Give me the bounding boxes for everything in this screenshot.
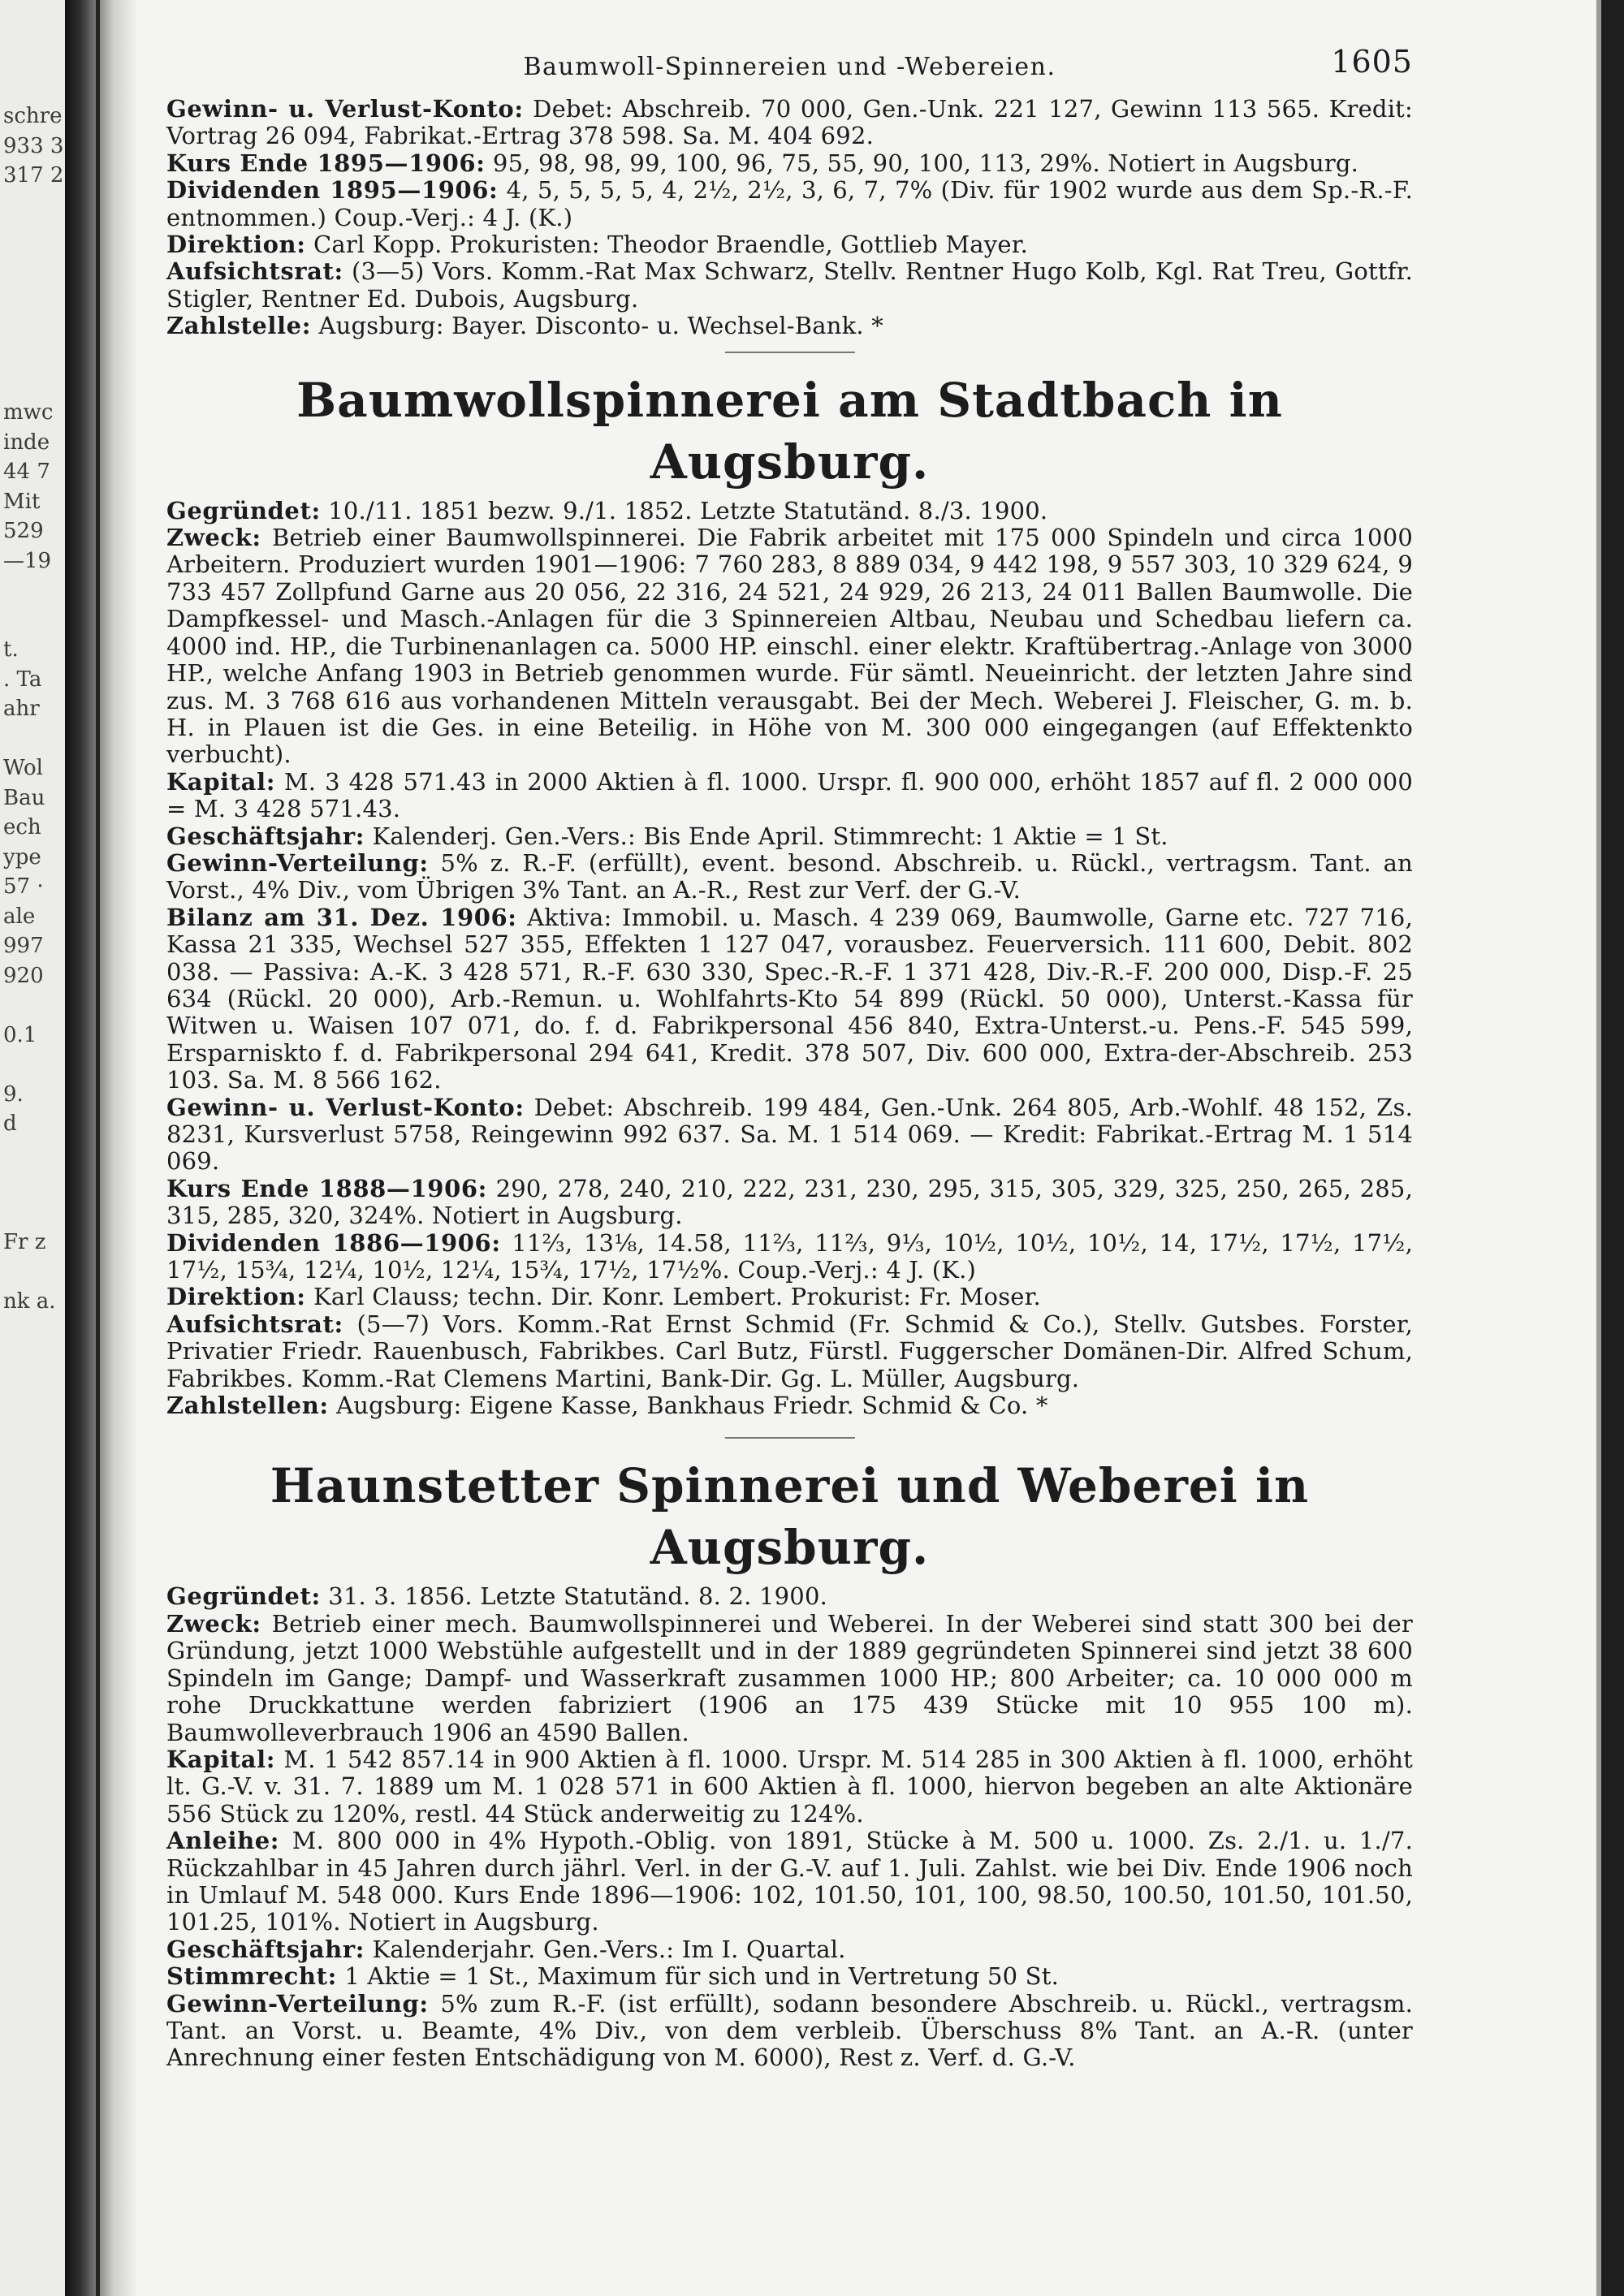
entry-label: Kapital: <box>166 1745 275 1773</box>
entry-label: Gewinn-Verteilung: <box>166 848 429 877</box>
entry-paragraph <box>166 498 1413 524</box>
entry-text: (3—5) Vors. Komm.-Rat Max Schwarz, Stellv. Rentner Hugo Kolb, Kgl. Rat Treu, Gottfr. Stigler, Rentner Ed. Dubois, Augsburg. <box>166 257 1413 313</box>
adjacent-page-fragment: Bau <box>3 785 45 810</box>
entry-label: Geschäftsjahr: <box>166 822 365 850</box>
entry-label: Dividenden 1895—1906: <box>166 176 499 205</box>
entry-paragraph <box>166 1611 1413 1746</box>
page-content <box>166 44 1414 2072</box>
entry-paragraph <box>166 1392 1413 1419</box>
entry-text: M. 3 428 571.43 in 2000 Aktien à fl. 1000. Urspr. fl. 900 000, erhöht 1857 auf fl. 2 000 000 = M. 3 428 571.43. <box>166 767 1413 823</box>
entry-paragraph <box>166 1583 1413 1610</box>
book-gutter <box>65 0 138 2296</box>
entry-label: Geschäftsjahr: <box>166 1935 365 1963</box>
adjacent-page-fragment: 44 7 <box>3 460 50 484</box>
adjacent-page-fragment: ype <box>3 844 41 870</box>
running-head-title: Baumwoll-Spinnereien und -Webereien. <box>523 53 1056 81</box>
running-head <box>166 44 1413 96</box>
entry-text: 31. 3. 1856. Letzte Statutänd. 8. 2. 1900. <box>328 1582 828 1611</box>
adjacent-page-fragment: ale <box>3 904 36 929</box>
entry-paragraph <box>166 96 1413 150</box>
entry-paragraph <box>166 231 1413 258</box>
entry-paragraph <box>166 1963 1413 1990</box>
entry-label: Gegründet: <box>166 496 321 524</box>
entry-paragraph <box>166 1094 1413 1176</box>
entry-paragraph <box>166 769 1413 823</box>
entry-label: Anleihe: <box>166 1827 280 1855</box>
entry-label: Zweck: <box>166 1609 261 1638</box>
adjacent-page-fragment: 317 2 <box>3 163 64 188</box>
entry-text: 11⅔, 13⅛, 14.58, 11⅔, 11⅔, 9⅓, 10½, 10½, 10½, 14, 17½, 17½, 17½, 17½, 15¾, 12¼, 10½, 12¼, 15¾, 17½, 17½%. Coup.-Verj.: 4 J. (K.) <box>166 1228 1414 1284</box>
adjacent-page-fragment: d <box>3 1111 17 1136</box>
entry-label: Zahlstelle: <box>166 312 312 340</box>
entry-text: Betrieb einer Baumwollspinnerei. Die Fabrik arbeitet mit 175 000 Spindeln und circa 1000 Arbeitern. Produziert wurden 1901—1906: 7 760 283, 8 889 034, 9 442 198, 9 557 303, 10 329 624, 9 733 457 Zollpfund Garne aus 20 056, 22 316, 24 521, 24 929, 26 213, 24 011 Ballen Baumwolle. Die Dampfkessel- und Masch.-Anlagen für die 3 Spinnereien Altbau, Neubau und Schedbau liefern ca. 4000 ind. HP., die Turbinenanlagen ca. 5000 HP. einschl. einer elektr. Kraftübertrag.-Anlage von 3000 HP., welche Anfang 1903 in Betrieb genommen wurde. Für sämtl. Neueinricht. der letzten Jahre sind zus. M. 3 768 616 aus vorhandenen Mitteln verausgabt. Bei der Mech. Weberei J. Fleischer, G. m. b. H. in Plauen ist die Ges. in eine Beteilig. in Höhe von M. 300 000 eingegangen (auf Effektenkto verbucht). <box>166 524 1413 769</box>
entry-paragraph <box>166 823 1413 850</box>
entry-paragraph <box>166 1746 1413 1828</box>
entry-label: Bilanz am 31. Dez. 1906: <box>166 903 517 931</box>
entry-text: Augsburg: Eigene Kasse, Bankhaus Friedr. Schmid & Co. * <box>336 1392 1048 1420</box>
entry-paragraph <box>166 524 1413 769</box>
entry-label: Gewinn-Verteilung: <box>166 1989 429 2018</box>
company-title-haunstetter: Haunstetter Spinnerei und Weberei in Augsburg. <box>270 1458 1310 1576</box>
entry-paragraph <box>166 1230 1413 1284</box>
adjacent-page-fragment: nk a. <box>3 1289 56 1314</box>
entry-label: Aufsichtsrat: <box>166 1310 343 1338</box>
entry-text: Kalenderjahr. Gen.-Vers.: Im I. Quartal. <box>372 1935 846 1963</box>
entry-text: 4, 5, 5, 5, 5, 4, 2½, 2½, 3, 6, 7, 7% (Div. für 1902 wurde aus dem Sp.-R.-F. entnommen.) Coup.-Verj.: 4 J. (K.) <box>166 176 1414 231</box>
entry-text: Aktiva: Immobil. u. Masch. 4 239 069, Baumwolle, Garne etc. 727 716, Kassa 21 335, Wechsel 527 355, Effekten 1 127 047, vorausbez. Feuerversich. 111 600, Debit. 802 038. — Passiva: A.-K. 3 428 571, R.-F. 630 330, Spec.-R.-F. 1 371 428, Div.-R.-F. 200 000, Disp.-F. 25 634 (Rückl. 20 000), Arb.-Remun. u. Wohlfahrts-Kto 54 899 (Rückl. 50 000), Unterst.-Kassa für Witwen u. Waisen 107 071, do. f. d. Fabrikpersonal 456 840, Extra-Unterst.-u. Pens.-F. 545 599, Ersparniskto f. d. Fabrikpersonal 294 641, Kredit. 378 507, Div. 600 000, Extra-der-Abschreib. 253 103. Sa. M. 8 566 162. <box>166 903 1413 1094</box>
adjacent-page-fragment: Wol <box>3 756 43 780</box>
entry-text: Carl Kopp. Prokuristen: Theodor Braendle, Gottlieb Mayer. <box>313 231 1029 259</box>
adjacent-page-fragment: —19 <box>3 548 52 573</box>
entry-text: M. 800 000 in 4% Hypoth.-Oblig. von 1891, Stücke à M. 500 u. 1000. Zs. 2./1. u. 1./7. Rückzahlbar in 45 Jahren durch jährl. Verl. in der G.-V. auf 1. Juli. Zahlst. wie bei Div. Ende 1906 noch in Umlauf M. 548 000. Kurs Ende 1896—1906: 102, 101.50, 101, 100, 98.50, 100.50, 101.50, 101.50, 101.25, 101%. Notiert in Augsburg. <box>166 1827 1413 1936</box>
adjacent-page-fragment: ahr <box>3 697 40 721</box>
previous-company-continuation <box>166 96 1413 340</box>
adjacent-page-fragment: mwc <box>3 400 54 425</box>
entry-label: Aufsichtsrat: <box>166 257 343 286</box>
entry-text: 1 Aktie = 1 St., Maximum für sich und in Vertretung 50 St. <box>344 1962 1060 1991</box>
adjacent-page-fragment: 9. <box>3 1081 24 1107</box>
entry-paragraph <box>166 1936 1413 1963</box>
entry-paragraph <box>166 1828 1413 1936</box>
adjacent-page-fragment: 529 <box>3 519 44 543</box>
entry-label: Gewinn- u. Verlust-Konto: <box>166 95 524 123</box>
company-title-stadtbach: Baumwollspinnerei am Stadtbach in Augsburg. <box>296 372 1283 490</box>
adjacent-page-fragment: t. <box>3 637 19 662</box>
entry-label: Dividenden 1886—1906: <box>166 1228 501 1257</box>
adjacent-page-fragment: 997 <box>3 934 44 958</box>
adjacent-page-fragment: schre <box>3 104 63 128</box>
entry-label: Kurs Ende 1888—1906: <box>166 1174 487 1202</box>
adjacent-page-fragment: . Ta <box>3 667 42 692</box>
entry-text: Debet: Abschreib. 199 484, Gen.-Unk. 264 805, Arb.-Wohlf. 48 152, Zs. 8231, Kursverlust 5758, Reingewinn 992 637. Sa. M. 1 514 069. — Kredit: Fabrikat.-Ertrag M. 1 514 069. <box>166 1093 1413 1176</box>
entry-paragraph <box>166 150 1413 177</box>
entry-paragraph <box>166 1311 1413 1392</box>
entry-paragraph <box>166 904 1413 1094</box>
adjacent-page-fragment: 0.1 <box>3 1022 37 1047</box>
adjacent-page-fragment: Fr z <box>3 1230 46 1254</box>
entry-paragraph <box>166 177 1413 231</box>
adjacent-page-fragment: ech <box>3 815 41 839</box>
entry-text: Augsburg: Bayer. Disconto- u. Wechsel-Bank. * <box>318 312 883 340</box>
entry-label: Gegründet: <box>166 1582 321 1611</box>
entry-text: 95, 98, 98, 99, 100, 96, 75, 55, 90, 100, 113, 29%. Notiert in Augsburg. <box>492 149 1359 177</box>
adjacent-page-fragment: Mit <box>3 489 41 514</box>
entry-paragraph <box>166 313 1413 339</box>
gutter-rule <box>96 0 100 2296</box>
entry-label: Kapital: <box>166 767 275 796</box>
entry-label: Zweck: <box>166 524 261 552</box>
entry-paragraph <box>166 850 1413 904</box>
entry-label: Gewinn- u. Verlust-Konto: <box>166 1093 525 1121</box>
entry-paragraph <box>166 1284 1413 1310</box>
entry-label: Stimmrecht: <box>166 1962 337 1991</box>
entry-label: Direktion: <box>166 1283 306 1311</box>
entry-label: Direktion: <box>166 231 306 259</box>
entry-text: Debet: Abschreib. 70 000, Gen.-Unk. 221 127, Gewinn 113 565. Kredit: Vortrag 26 094, Fabrikat.-Ertrag 378 598. Sa. M. 404 692. <box>166 95 1413 150</box>
adjacent-page-fragment: inde <box>3 429 50 455</box>
company-section-haunstetter <box>166 1583 1413 2071</box>
entry-text: 5% zum R.-F. (ist erfüllt), sodann besondere Abschreib. u. Rückl., vertragsm. Tant. an Vorst. u. Beamte, 4% Div., von dem verbleib. Überschuss 8% Tant. an A.-R. (unter Anrechnung einer festen Entschädigung von M. 6000), Rest z. Verf. d. G.-V. <box>166 1989 1414 2072</box>
entry-text: Karl Clauss; techn. Dir. Konr. Lembert. Prokurist: Fr. Moser. <box>313 1283 1041 1311</box>
entry-paragraph <box>166 1176 1413 1230</box>
adjacent-page-fragment: 933 3 <box>3 133 64 158</box>
section-separator <box>725 352 855 353</box>
entry-text: M. 1 542 857.14 in 900 Aktien à fl. 1000. Urspr. M. 514 285 in 300 Aktien à fl. 1000, erhöht lt. G.-V. v. 31. 7. 1889 um M. 1 028 571 in 600 Aktien à fl. 1000, hiervon begeben an alte Aktionäre 556 Stück zu 120%, restl. 44 Stück anderweitig zu 124%. <box>166 1745 1413 1828</box>
section-separator <box>725 1437 855 1439</box>
entry-text: 10./11. 1851 bezw. 9./1. 1852. Letzte Statutänd. 8./3. 1900. <box>328 496 1048 524</box>
entry-label: Kurs Ende 1895—1906: <box>166 149 486 177</box>
entry-text: (5—7) Vors. Komm.-Rat Ernst Schmid (Fr. Schmid & Co.), Stellv. Gutsbes. Forster, Privatier Friedr. Rauenbusch, Fabrikbes. Carl Butz, Fürstl. Fuggerscher Domänen-Dir. Alfred Schum, Fabrikbes. Komm.-Rat Clemens Martini, Bank-Dir. Gg. L. Müller, Augsburg. <box>166 1310 1414 1392</box>
page-edge <box>1601 0 1624 2296</box>
entry-text: Betrieb einer mech. Baumwollspinnerei und Weberei. In der Weberei sind statt 300 bei der Gründung, jetzt 1000 Webstühle aufgestellt und in der 1889 gegründeten Spinnerei sind jetzt 38 600 Spindeln im Gange; Dampf- und Wasserkraft zusammen 1000 HP.; 800 Arbeiter; ca. 10 000 000 m rohe Druckkattune werden fabriziert (1906 an 175 439 Stücke mit 10 955 100 m). Baumwolleverbrauch 1906 an 4590 Ballen. <box>166 1609 1413 1746</box>
company-section-stadtbach <box>166 498 1413 1420</box>
entry-paragraph <box>166 258 1413 313</box>
adjacent-page-fragment: 920 <box>3 963 44 988</box>
entry-label: Zahlstellen: <box>166 1392 329 1420</box>
page-number: 1605 <box>1331 44 1413 80</box>
entry-paragraph <box>166 1991 1413 2072</box>
entry-text: 290, 278, 240, 210, 222, 231, 230, 295, 315, 305, 329, 325, 250, 265, 285, 315, 285, 320, 324%. Notiert in Augsburg. <box>166 1174 1413 1230</box>
entry-text: Kalenderj. Gen.-Vers.: Bis Ende April. Stimmrecht: 1 Aktie = 1 St. <box>372 822 1168 850</box>
adjacent-page-fragment: 57 · <box>3 874 44 899</box>
entry-text: 5% z. R.-F. (erfüllt), event. besond. Abschreib. u. Rückl., vertragsm. Tant. an Vorst., 4% Div., vom Übrigen 3% Tant. an A.-R., Rest zur Verf. der G.-V. <box>166 848 1414 904</box>
